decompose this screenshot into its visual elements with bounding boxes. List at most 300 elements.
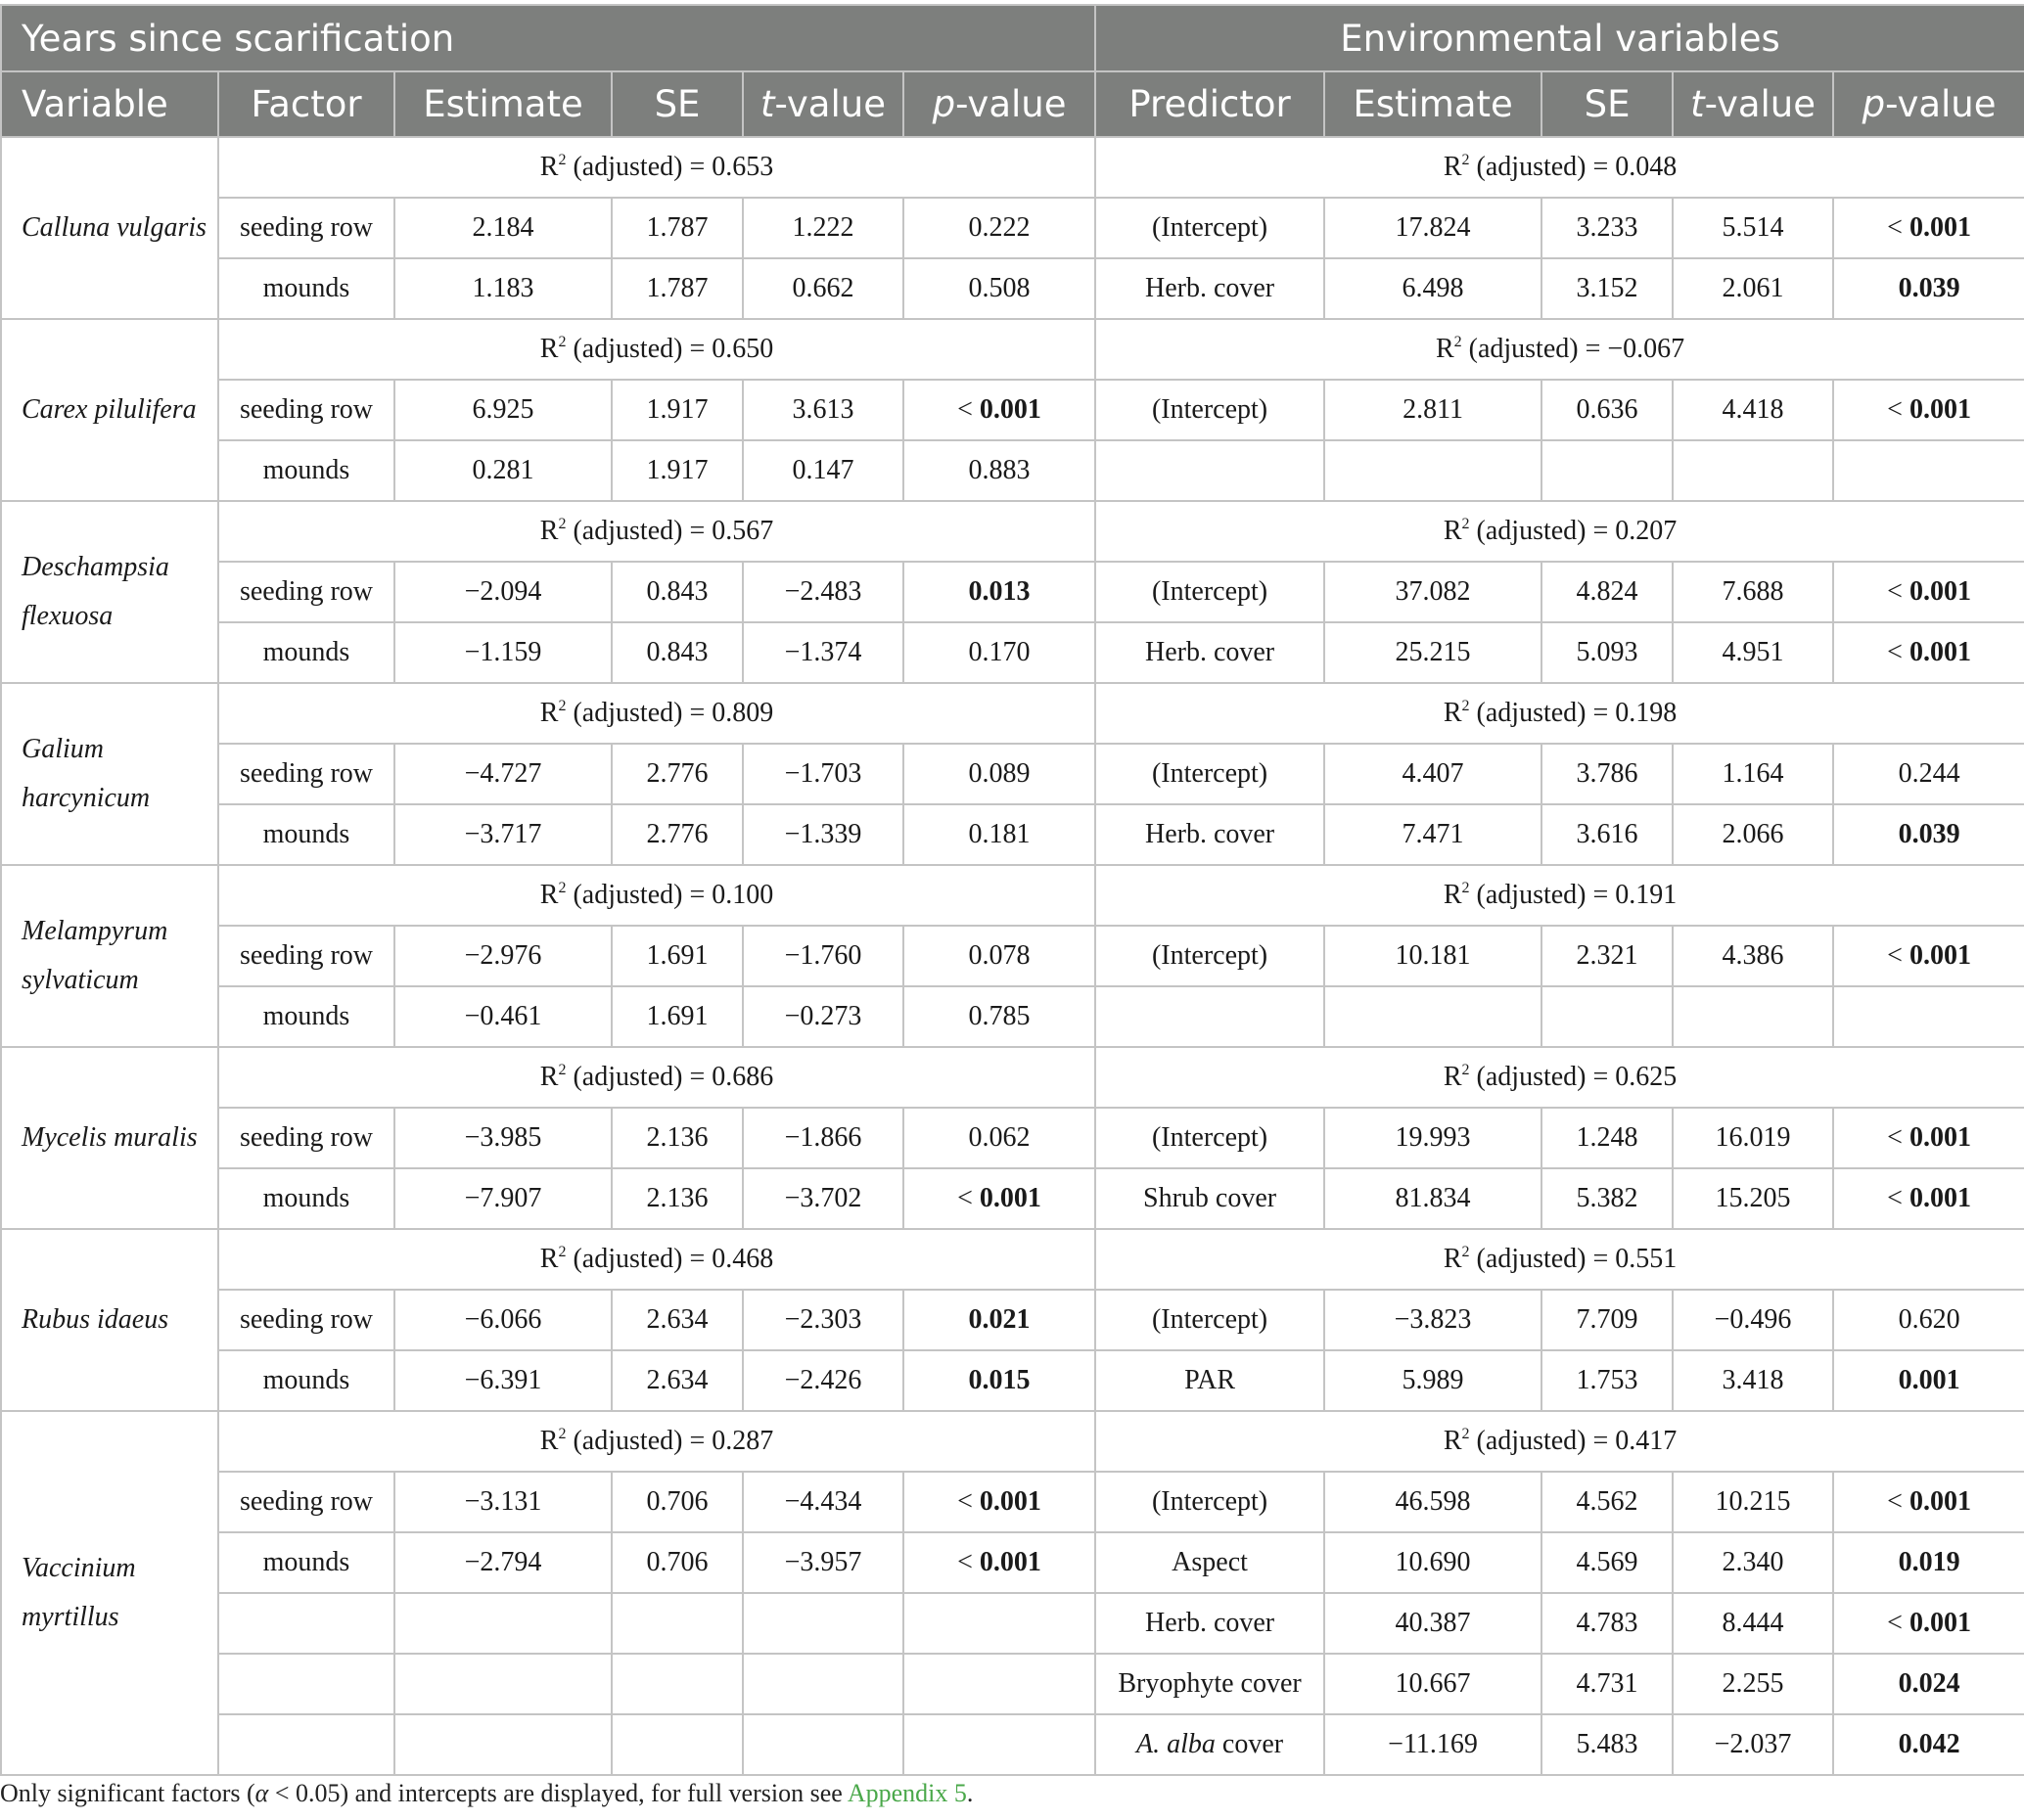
cell-p-value xyxy=(903,1714,1095,1775)
cell-se-env: 5.382 xyxy=(1541,1168,1673,1229)
cell-predictor xyxy=(1095,1714,1324,1775)
r2-label: R xyxy=(539,1244,559,1274)
cell-predictor: Bryophyte cover xyxy=(1095,1654,1324,1714)
cell-estimate: −3.717 xyxy=(394,804,612,865)
cell-p-value: 0.013 xyxy=(903,562,1095,622)
column-header-se: SE xyxy=(612,71,743,137)
cell-t-value xyxy=(743,1593,903,1654)
r2-suffix: (adjusted) = xyxy=(1469,516,1616,546)
p-suffix: -value xyxy=(955,83,1067,125)
table-row xyxy=(1,1350,2024,1411)
r2-suffix: (adjusted) = xyxy=(1461,334,1608,364)
r2-environmental xyxy=(1095,319,2024,380)
table-row xyxy=(1,986,2024,1047)
cell-t-value-env: 5.514 xyxy=(1673,198,1833,258)
r2-row xyxy=(1,865,2024,926)
r2-value: 0.653 xyxy=(712,152,774,182)
cell-factor: mounds xyxy=(218,440,394,501)
cell-t-value: −1.339 xyxy=(743,804,903,865)
cell-predictor: (Intercept) xyxy=(1095,198,1324,258)
r2-superscript: 2 xyxy=(558,880,567,896)
cell-predictor: (Intercept) xyxy=(1095,562,1324,622)
cell-estimate: 1.183 xyxy=(394,258,612,319)
cell-estimate: 6.925 xyxy=(394,380,612,440)
cell-factor: seeding row xyxy=(218,198,394,258)
cell-predictor xyxy=(1095,440,1324,501)
cell-p-value: 0.089 xyxy=(903,744,1095,804)
cell-p-value: 0.785 xyxy=(903,986,1095,1047)
cell-p-value-env xyxy=(1833,440,2024,501)
table-footnote xyxy=(0,1779,973,1808)
cell-estimate-env: 25.215 xyxy=(1324,622,1541,683)
species-name: Melampyrum sylvaticum xyxy=(1,865,218,1047)
cell-t-value: −2.483 xyxy=(743,562,903,622)
cell-p-value-env xyxy=(1833,562,2024,622)
cell-estimate: −3.131 xyxy=(394,1472,612,1532)
cell-factor: mounds xyxy=(218,1532,394,1593)
cell-p-value: 0.062 xyxy=(903,1108,1095,1168)
cell-t-value-env: 4.418 xyxy=(1673,380,1833,440)
r2-value: 0.198 xyxy=(1615,698,1678,728)
cell-estimate xyxy=(394,1593,612,1654)
r2-value: 0.468 xyxy=(712,1244,774,1274)
r2-environmental xyxy=(1095,1229,2024,1290)
cell-p-value-env xyxy=(1833,986,2024,1047)
cell-t-value-env: 7.688 xyxy=(1673,562,1833,622)
cell-factor: seeding row xyxy=(218,926,394,986)
r2-suffix: (adjusted) = xyxy=(566,1062,713,1092)
r2-environmental xyxy=(1095,501,2024,562)
r2-label: R xyxy=(1443,698,1462,728)
cell-estimate-env: 46.598 xyxy=(1324,1472,1541,1532)
r2-row xyxy=(1,683,2024,744)
r2-label: R xyxy=(539,880,559,910)
r2-years xyxy=(218,1411,1095,1472)
r2-superscript: 2 xyxy=(1461,698,1470,714)
p-bold-value: 0.001 xyxy=(1909,212,1971,243)
cell-estimate-env: 37.082 xyxy=(1324,562,1541,622)
table-row xyxy=(1,1593,2024,1654)
alpha-symbol: α xyxy=(254,1779,269,1807)
cell-se-env: 4.731 xyxy=(1541,1654,1673,1714)
r2-value: 0.686 xyxy=(712,1062,774,1092)
cell-estimate-env xyxy=(1324,986,1541,1047)
r2-environmental xyxy=(1095,1411,2024,1472)
cell-t-value: 0.662 xyxy=(743,258,903,319)
cell-se: 1.691 xyxy=(612,926,743,986)
less-than-sign: < xyxy=(1887,940,1909,971)
cell-estimate: −7.907 xyxy=(394,1168,612,1229)
predictor-species-abbrev: A. alba xyxy=(1136,1729,1216,1759)
cell-predictor: (Intercept) xyxy=(1095,744,1324,804)
r2-suffix: (adjusted) = xyxy=(1469,698,1616,728)
r2-row xyxy=(1,137,2024,198)
cell-predictor: Shrub cover xyxy=(1095,1168,1324,1229)
column-header-t-value xyxy=(743,71,903,137)
r2-row xyxy=(1,1411,2024,1472)
r2-label: R xyxy=(1443,152,1462,182)
cell-t-value: −1.703 xyxy=(743,744,903,804)
cell-se-env: 3.152 xyxy=(1541,258,1673,319)
r2-label: R xyxy=(539,152,559,182)
r2-suffix: (adjusted) = xyxy=(566,152,713,182)
cell-factor: mounds xyxy=(218,1168,394,1229)
r2-label: R xyxy=(539,1062,559,1092)
r2-value: 0.048 xyxy=(1615,152,1678,182)
cell-factor xyxy=(218,1714,394,1775)
r2-value: 0.567 xyxy=(712,516,774,546)
cell-p-value: 0.021 xyxy=(903,1290,1095,1350)
cell-p-value-env xyxy=(1833,926,2024,986)
t-suffix-env: -value xyxy=(1704,83,1817,125)
cell-p-value-env: 0.042 xyxy=(1833,1714,2024,1775)
cell-estimate-env xyxy=(1324,440,1541,501)
cell-predictor: (Intercept) xyxy=(1095,1472,1324,1532)
less-than-sign: < xyxy=(957,1183,980,1213)
r2-superscript: 2 xyxy=(1461,1244,1470,1260)
cell-predictor: Herb. cover xyxy=(1095,804,1324,865)
table-row xyxy=(1,1168,2024,1229)
cell-estimate-env: 4.407 xyxy=(1324,744,1541,804)
cell-se-env: 4.569 xyxy=(1541,1532,1673,1593)
r2-superscript: 2 xyxy=(558,1244,567,1260)
r2-superscript: 2 xyxy=(1461,152,1470,168)
less-than-sign: < xyxy=(1887,212,1909,243)
cell-se: 0.706 xyxy=(612,1532,743,1593)
cell-t-value-env: 2.340 xyxy=(1673,1532,1833,1593)
r2-label: R xyxy=(1443,516,1462,546)
cell-p-value xyxy=(903,1654,1095,1714)
r2-superscript: 2 xyxy=(1461,880,1470,896)
less-than-sign: < xyxy=(1887,394,1909,425)
cell-estimate-env: −3.823 xyxy=(1324,1290,1541,1350)
p-bold-value: 0.001 xyxy=(1909,576,1971,607)
r2-value: 0.207 xyxy=(1615,516,1678,546)
footnote-text-before: Only significant factors ( xyxy=(0,1779,255,1807)
r2-suffix: (adjusted) = xyxy=(566,698,713,728)
species-name: Rubus idaeus xyxy=(1,1229,218,1411)
footnote-text-after: . xyxy=(966,1779,974,1807)
r2-label: R xyxy=(1443,1426,1462,1456)
r2-suffix: (adjusted) = xyxy=(566,1426,713,1456)
cell-p-value-env xyxy=(1833,622,2024,683)
cell-se: 0.706 xyxy=(612,1472,743,1532)
cell-se xyxy=(612,1654,743,1714)
cell-se-env: 3.786 xyxy=(1541,744,1673,804)
predictor-suffix: cover xyxy=(1215,1729,1284,1759)
cell-estimate-env: 40.387 xyxy=(1324,1593,1541,1654)
species-name: Calluna vulgaris xyxy=(1,137,218,319)
cell-p-value: 0.222 xyxy=(903,198,1095,258)
cell-se-env: 3.233 xyxy=(1541,198,1673,258)
column-header-p-value xyxy=(903,71,1095,137)
cell-predictor: (Intercept) xyxy=(1095,380,1324,440)
r2-label: R xyxy=(539,1426,559,1456)
cell-estimate: −2.094 xyxy=(394,562,612,622)
less-than-sign: < xyxy=(1887,1486,1909,1517)
footnote-text-mid: < 0.05) and intercepts are displayed, for full version see xyxy=(268,1779,848,1807)
r2-value: 0.191 xyxy=(1615,880,1678,910)
cell-se: 1.917 xyxy=(612,380,743,440)
r2-value: 0.287 xyxy=(712,1426,774,1456)
cell-se: 2.776 xyxy=(612,744,743,804)
cell-t-value-env: 15.205 xyxy=(1673,1168,1833,1229)
cell-se-env: 4.783 xyxy=(1541,1593,1673,1654)
r2-value: 0.809 xyxy=(712,698,774,728)
cell-t-value: 1.222 xyxy=(743,198,903,258)
cell-t-value-env: 8.444 xyxy=(1673,1593,1833,1654)
table-row xyxy=(1,1472,2024,1532)
cell-estimate-env: 81.834 xyxy=(1324,1168,1541,1229)
cell-se: 1.917 xyxy=(612,440,743,501)
column-header-estimate-env: Estimate xyxy=(1324,71,1541,137)
cell-p-value-env: 0.039 xyxy=(1833,258,2024,319)
cell-estimate xyxy=(394,1654,612,1714)
cell-estimate: −0.461 xyxy=(394,986,612,1047)
cell-se: 2.634 xyxy=(612,1350,743,1411)
cell-estimate xyxy=(394,1714,612,1775)
column-header-variable: Variable xyxy=(1,71,218,137)
cell-t-value-env: −0.496 xyxy=(1673,1290,1833,1350)
r2-suffix: (adjusted) = xyxy=(1469,152,1616,182)
r2-label: R xyxy=(1435,334,1454,364)
r2-value: 0.625 xyxy=(1615,1062,1678,1092)
cell-p-value: 0.508 xyxy=(903,258,1095,319)
less-than-sign: < xyxy=(957,1547,980,1577)
cell-t-value-env: 2.061 xyxy=(1673,258,1833,319)
r2-environmental xyxy=(1095,137,2024,198)
cell-t-value-env: 1.164 xyxy=(1673,744,1833,804)
table-row xyxy=(1,380,2024,440)
cell-factor: mounds xyxy=(218,986,394,1047)
table-row xyxy=(1,1108,2024,1168)
cell-estimate-env: 5.989 xyxy=(1324,1350,1541,1411)
cell-t-value-env: 2.066 xyxy=(1673,804,1833,865)
cell-se: 1.787 xyxy=(612,198,743,258)
cell-estimate-env: 7.471 xyxy=(1324,804,1541,865)
r2-label: R xyxy=(1443,1062,1462,1092)
cell-p-value-env: 0.019 xyxy=(1833,1532,2024,1593)
table-row xyxy=(1,440,2024,501)
cell-factor: mounds xyxy=(218,804,394,865)
r2-value: 0.650 xyxy=(712,334,774,364)
table-row xyxy=(1,198,2024,258)
r2-suffix: (adjusted) = xyxy=(566,334,713,364)
r2-suffix: (adjusted) = xyxy=(1469,880,1616,910)
r2-years xyxy=(218,1047,1095,1108)
cell-predictor: (Intercept) xyxy=(1095,926,1324,986)
r2-years xyxy=(218,865,1095,926)
species-name: Galium harcynicum xyxy=(1,683,218,865)
cell-t-value xyxy=(743,1714,903,1775)
r2-years xyxy=(218,501,1095,562)
r2-label: R xyxy=(1443,1244,1462,1274)
cell-se: 0.843 xyxy=(612,562,743,622)
p-bold-value: 0.001 xyxy=(1909,1183,1971,1213)
cell-p-value: 0.883 xyxy=(903,440,1095,501)
p-symbol-env: p xyxy=(1862,83,1886,125)
cell-predictor xyxy=(1095,986,1324,1047)
cell-t-value: −3.702 xyxy=(743,1168,903,1229)
cell-t-value: −2.303 xyxy=(743,1290,903,1350)
r2-value: 0.551 xyxy=(1615,1244,1678,1274)
group-header-environmental: Environmental variables xyxy=(1095,5,2024,71)
r2-superscript: 2 xyxy=(1453,334,1462,350)
cell-t-value: −1.866 xyxy=(743,1108,903,1168)
cell-se-env: 5.093 xyxy=(1541,622,1673,683)
cell-predictor: Herb. cover xyxy=(1095,1593,1324,1654)
cell-p-value xyxy=(903,1532,1095,1593)
r2-environmental xyxy=(1095,683,2024,744)
cell-p-value-env: 0.001 xyxy=(1833,1350,2024,1411)
cell-factor: seeding row xyxy=(218,744,394,804)
cell-se: 2.136 xyxy=(612,1108,743,1168)
r2-row xyxy=(1,501,2024,562)
r2-suffix: (adjusted) = xyxy=(1469,1426,1616,1456)
cell-p-value-env: 0.039 xyxy=(1833,804,2024,865)
cell-t-value-env: 2.255 xyxy=(1673,1654,1833,1714)
cell-predictor: (Intercept) xyxy=(1095,1290,1324,1350)
column-header-factor: Factor xyxy=(218,71,394,137)
cell-t-value: −1.374 xyxy=(743,622,903,683)
cell-estimate: −4.727 xyxy=(394,744,612,804)
cell-p-value-env: 0.024 xyxy=(1833,1654,2024,1714)
cell-factor: mounds xyxy=(218,258,394,319)
column-header-se-env: SE xyxy=(1541,71,1673,137)
results-table xyxy=(0,4,2024,1776)
cell-factor: seeding row xyxy=(218,1290,394,1350)
cell-t-value: −2.426 xyxy=(743,1350,903,1411)
less-than-sign: < xyxy=(1887,576,1909,607)
r2-label: R xyxy=(1443,880,1462,910)
cell-predictor: Herb. cover xyxy=(1095,622,1324,683)
cell-se-env: 2.321 xyxy=(1541,926,1673,986)
table-row xyxy=(1,1714,2024,1775)
cell-p-value-env xyxy=(1833,380,2024,440)
cell-factor: seeding row xyxy=(218,380,394,440)
cell-p-value-env xyxy=(1833,1108,2024,1168)
appendix-link[interactable]: Appendix 5 xyxy=(847,1779,967,1807)
p-bold-value: 0.001 xyxy=(979,1547,1041,1577)
r2-superscript: 2 xyxy=(1461,1426,1470,1442)
table-row xyxy=(1,562,2024,622)
r2-label: R xyxy=(539,334,559,364)
cell-t-value-env: 4.386 xyxy=(1673,926,1833,986)
cell-t-value: −4.434 xyxy=(743,1472,903,1532)
r2-superscript: 2 xyxy=(558,334,567,350)
cell-se-env: 3.616 xyxy=(1541,804,1673,865)
r2-suffix: (adjusted) = xyxy=(566,516,713,546)
cell-estimate: −2.976 xyxy=(394,926,612,986)
table-row xyxy=(1,744,2024,804)
less-than-sign: < xyxy=(1887,1608,1909,1638)
table-row xyxy=(1,926,2024,986)
table-row xyxy=(1,258,2024,319)
cell-t-value: −3.957 xyxy=(743,1532,903,1593)
r2-row xyxy=(1,1229,2024,1290)
cell-p-value: 0.078 xyxy=(903,926,1095,986)
t-symbol-env: t xyxy=(1690,83,1705,125)
table-row xyxy=(1,1532,2024,1593)
table-row xyxy=(1,622,2024,683)
cell-se-env xyxy=(1541,440,1673,501)
r2-suffix: (adjusted) = xyxy=(566,880,713,910)
r2-value: 0.100 xyxy=(712,880,774,910)
cell-predictor: Herb. cover xyxy=(1095,258,1324,319)
cell-t-value-env: 4.951 xyxy=(1673,622,1833,683)
cell-p-value xyxy=(903,1472,1095,1532)
cell-t-value: −1.760 xyxy=(743,926,903,986)
cell-factor: seeding row xyxy=(218,1472,394,1532)
cell-se xyxy=(612,1714,743,1775)
p-bold-value: 0.001 xyxy=(1909,637,1971,667)
cell-factor: mounds xyxy=(218,1350,394,1411)
cell-estimate: −6.066 xyxy=(394,1290,612,1350)
p-symbol: p xyxy=(932,83,956,125)
r2-suffix: (adjusted) = xyxy=(1469,1062,1616,1092)
cell-estimate-env: −11.169 xyxy=(1324,1714,1541,1775)
r2-superscript: 2 xyxy=(558,1062,567,1078)
cell-se: 1.691 xyxy=(612,986,743,1047)
cell-estimate: −1.159 xyxy=(394,622,612,683)
table-body xyxy=(1,137,2024,1775)
cell-se-env: 0.636 xyxy=(1541,380,1673,440)
t-symbol: t xyxy=(760,83,775,125)
cell-factor xyxy=(218,1654,394,1714)
cell-factor: mounds xyxy=(218,622,394,683)
t-suffix: -value xyxy=(774,83,886,125)
r2-superscript: 2 xyxy=(1461,1062,1470,1078)
r2-superscript: 2 xyxy=(1461,516,1470,532)
cell-p-value xyxy=(903,1168,1095,1229)
cell-t-value: 3.613 xyxy=(743,380,903,440)
cell-p-value: 0.181 xyxy=(903,804,1095,865)
r2-suffix: (adjusted) = xyxy=(1469,1244,1616,1274)
r2-years xyxy=(218,1229,1095,1290)
cell-p-value-env xyxy=(1833,1593,2024,1654)
r2-label: R xyxy=(539,698,559,728)
species-name: Deschampsia flexuosa xyxy=(1,501,218,683)
p-bold-value: 0.001 xyxy=(1909,1608,1971,1638)
cell-estimate-env: 10.667 xyxy=(1324,1654,1541,1714)
cell-factor: seeding row xyxy=(218,562,394,622)
r2-years xyxy=(218,137,1095,198)
cell-estimate-env: 17.824 xyxy=(1324,198,1541,258)
cell-t-value-env: 3.418 xyxy=(1673,1350,1833,1411)
p-bold-value: 0.001 xyxy=(1909,940,1971,971)
species-name: Vaccinium myrtillus xyxy=(1,1411,218,1775)
less-than-sign: < xyxy=(1887,1122,1909,1153)
cell-predictor: Aspect xyxy=(1095,1532,1324,1593)
r2-value: 0.417 xyxy=(1615,1426,1678,1456)
cell-se-env: 4.562 xyxy=(1541,1472,1673,1532)
cell-predictor: (Intercept) xyxy=(1095,1108,1324,1168)
cell-p-value-env xyxy=(1833,1472,2024,1532)
p-bold-value: 0.001 xyxy=(1909,1122,1971,1153)
cell-estimate-env: 6.498 xyxy=(1324,258,1541,319)
species-name: Carex pilulifera xyxy=(1,319,218,501)
species-name: Mycelis muralis xyxy=(1,1047,218,1229)
cell-t-value-env: 10.215 xyxy=(1673,1472,1833,1532)
cell-se-env: 1.753 xyxy=(1541,1350,1673,1411)
cell-estimate: 0.281 xyxy=(394,440,612,501)
r2-label: R xyxy=(539,516,559,546)
column-header-estimate: Estimate xyxy=(394,71,612,137)
cell-p-value-env: 0.620 xyxy=(1833,1290,2024,1350)
cell-p-value: 0.015 xyxy=(903,1350,1095,1411)
r2-superscript: 2 xyxy=(558,152,567,168)
cell-t-value: 0.147 xyxy=(743,440,903,501)
